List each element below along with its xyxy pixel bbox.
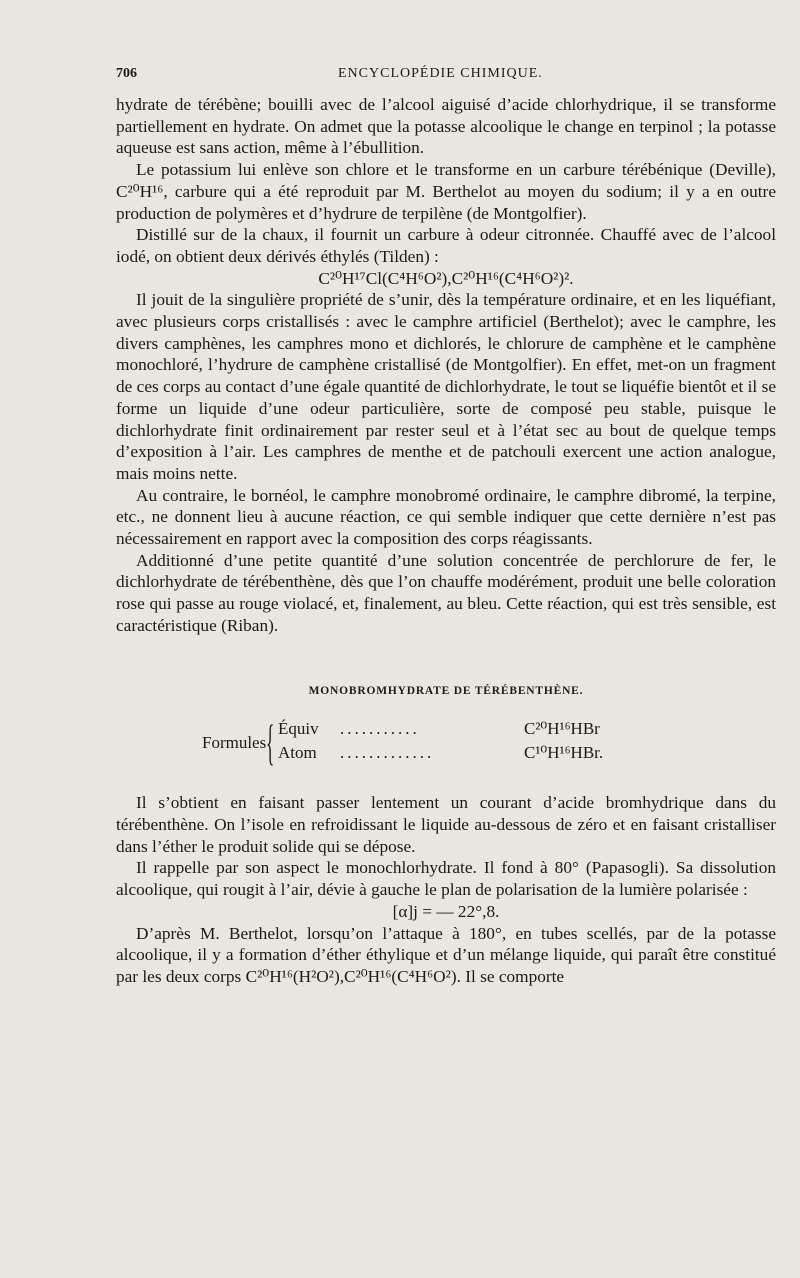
- paragraph: Il rappelle par son aspect le monochlorhydrate. Il fond à 80° (Papasogli). Sa dissolution alcoolique, qui rougit à l’air, dévie à gauche le plan de polarisation de la lumière polarisée :: [116, 858, 776, 900]
- dot-leader: .............: [340, 743, 435, 763]
- page-number: 706: [116, 66, 137, 81]
- formula-row-equiv: [278, 718, 738, 742]
- brace-glyph: {: [266, 714, 275, 771]
- page-body: [116, 94, 776, 988]
- paragraph: D’après M. Berthelot, lorsqu’on l’attaque à 180°, en tubes scellés, par de la potasse alcoolique, il y a formation d’éther éthylique et d’un mélange liquide, qui paraît être constitué par les deux corps C²⁰H¹⁶(H²O²),C²⁰H¹⁶(C⁴H⁶O²). Il se comporte: [116, 923, 776, 986]
- formula-table: [116, 716, 776, 770]
- optical-rotation-formula: [α]j = — 22°,8.: [392, 901, 500, 921]
- page-header: [116, 66, 776, 88]
- equiv-value: C²⁰H¹⁶HBr: [524, 719, 600, 739]
- formula-row-atom: [278, 742, 738, 766]
- running-title: ENCYCLOPÉDIE CHIMIQUE.: [338, 66, 543, 81]
- equiv-label: Équiv: [278, 719, 319, 739]
- paragraph: Il s’obtient en faisant passer lentement un courant d’acide bromhydrique dans du térébenthène. On l’isole en refroidissant le liquide au-dessous de zéro et en faisant cristalliser dans l’éther le produit solide qui se dépose.: [116, 793, 776, 856]
- dot-leader: ...........: [340, 719, 420, 739]
- paragraph: Au contraire, le bornéol, le camphre monobromé ordinaire, le camphre dibromé, la terpine, etc., ne donnent lieu à aucune réaction, ce qui semble indiquer que cette dernière n’est pas nécessairement en rapport avec la composition des corps réagissants.: [116, 485, 776, 549]
- paragraph: hydrate de térébène; bouilli avec de l’alcool aiguisé d’acide chlorhydrique, il se transforme partiellement en hydrate. On admet que la potasse alcoolique le change en terpinol ; la potasse aqueuse est sans action, même à l’ébullition.: [116, 95, 776, 158]
- paragraph: Le potassium lui enlève son chlore et le transforme en un carbure térébénique (Deville), C²⁰H¹⁶, carbure qui a été reproduit par M. Berthelot au moyen du sodium; il y a en outre production de polymères et d’hydrure de terpilène (de Montgolfier).: [116, 160, 776, 223]
- paragraph: Additionné d’une petite quantité d’une solution concentrée de perchlorure de fer, le dichlorhydrate de térébenthène, dès que l’on chauffe modérément, produit une belle coloration rose qui passe au rouge violacé, et, finalement, au bleu. Cette réaction, qui est très sensible, est caractéristique (Riban).: [116, 550, 776, 635]
- paragraph: Il jouit de la singulière propriété de s’unir, dès la température ordinaire, et en les liquéfiant, avec plusieurs corps cristallisés : avec le camphre artificiel (Berthelot); avec le camphre, les divers camphènes, les camphres mono et dichlorés, le chlorure de camphène et le camphène monochloré, l’hydrure de camphène cristallisé (de Montgolfier). En effet, met-on un fragment de ces corps au contact d’une égale quantité de dichlorhydrate, le tout se liquéfie bientôt et il se forme un liquide d’une odeur particulière, sorte de composé peu stable, puisque le dichlorhydrate finit ordinairement par rester seul et à l’état sec au bout de quelque temps d’exposition à l’air. Les camphres de menthe et de patchouli exercent une action analogue, mais moins nette.: [116, 290, 776, 483]
- formules-label: Formules: [202, 733, 267, 753]
- paragraph: Distillé sur de la chaux, il fournit un carbure à odeur citronnée. Chauffé avec de l’alcool iodé, on obtient deux dérivés éthylés (Tilden) :: [116, 225, 776, 266]
- section-title: MONOBROMHYDRATE DE TÉRÉBENTHÈNE.: [308, 684, 584, 697]
- atom-label: Atom: [278, 743, 317, 763]
- chemical-formula: C²⁰H¹⁷Cl(C⁴H⁶O²),C²⁰H¹⁶(C⁴H⁶O²)².: [318, 268, 574, 288]
- atom-value: C¹⁰H¹⁶HBr.: [524, 743, 604, 763]
